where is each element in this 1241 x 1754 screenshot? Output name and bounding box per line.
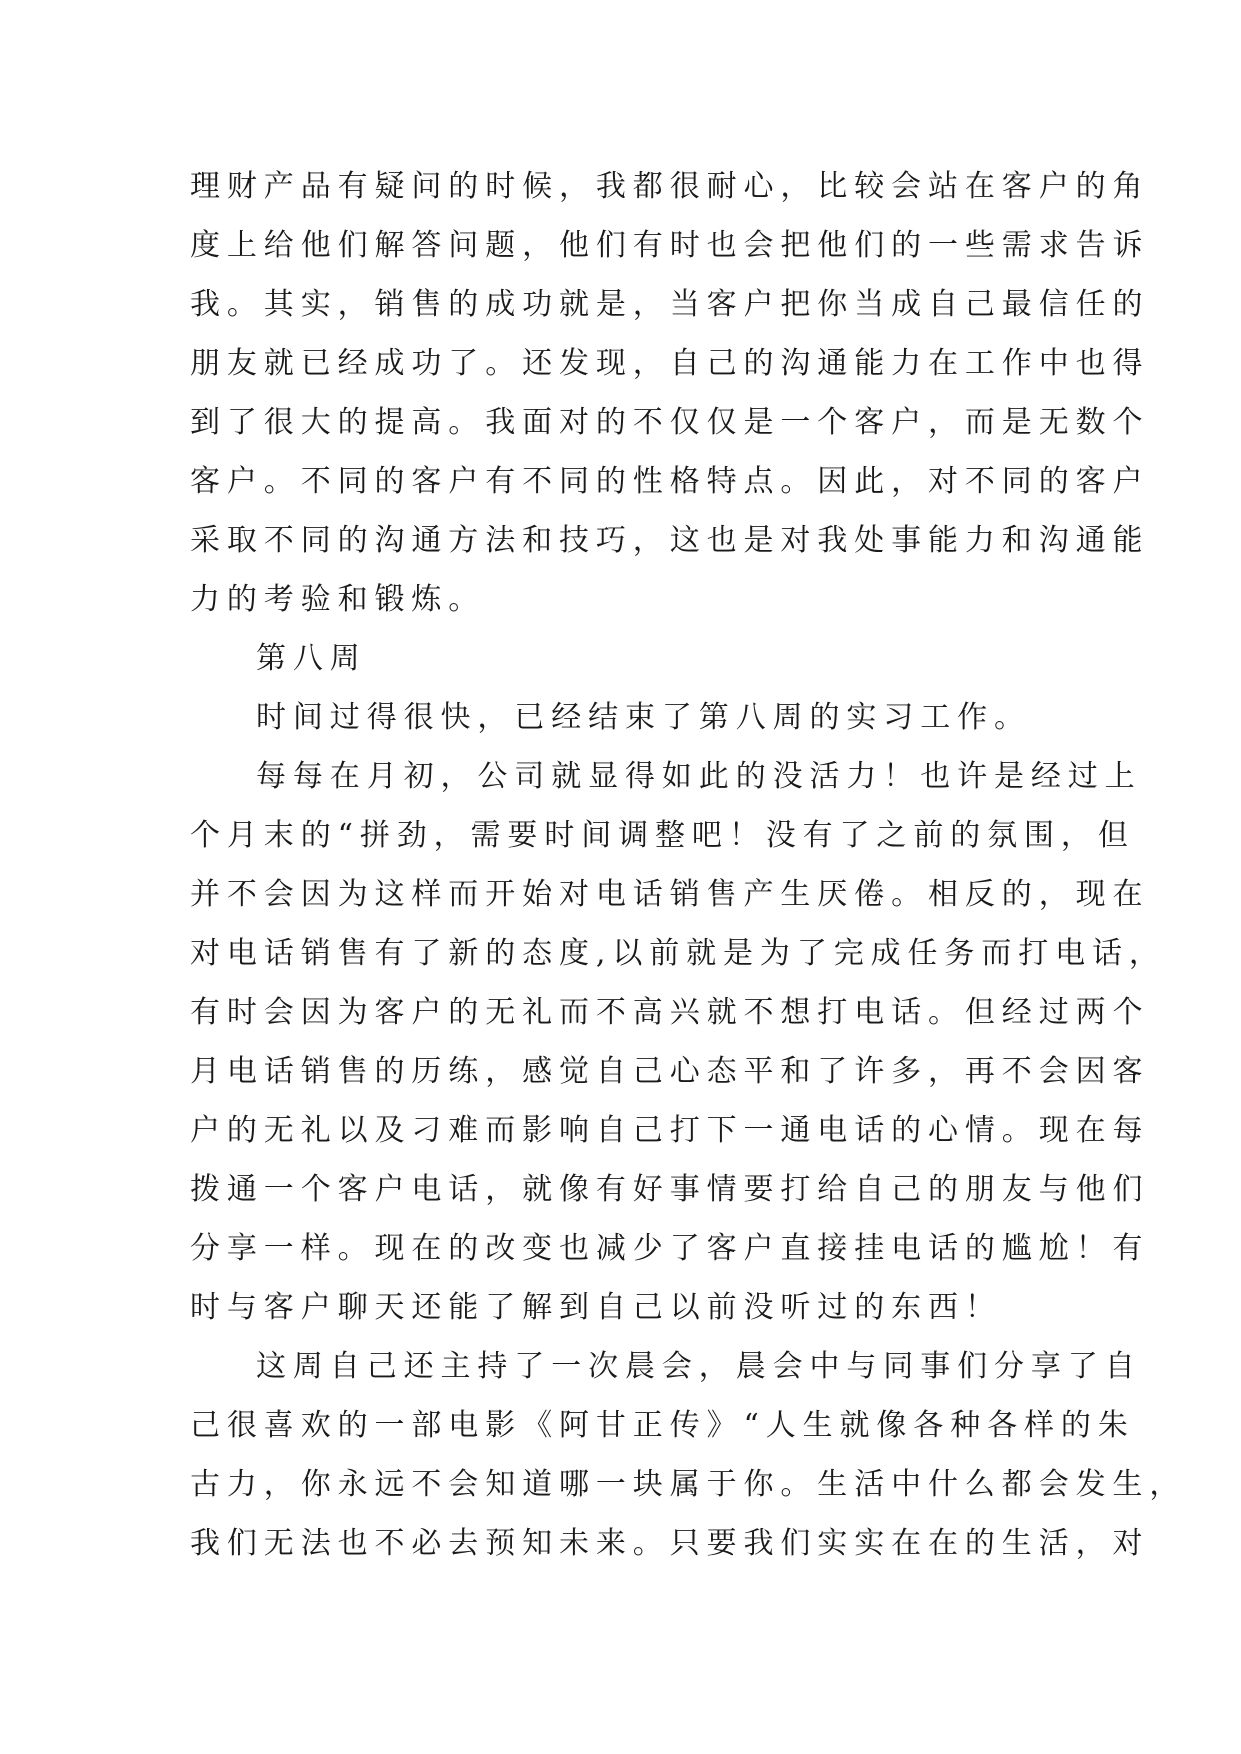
text-line: 理财产品有疑问的时候，我都很耐心，比较会站在客户的角 [190,169,1150,204]
text-line: 采取不同的沟通方法和技巧，这也是对我处事能力和沟通能 [190,523,1150,558]
text-line: 力的考验和锻炼。 [190,582,486,617]
text-line: 到了很大的提高。我面对的不仅仅是一个客户，而是无数个 [190,405,1150,440]
text-line: 这周自己还主持了一次晨会，晨会中与同事们分享了自 [256,1349,1142,1384]
text-line: 每每在月初，公司就显得如此的没活力！也许是经过上 [256,759,1142,794]
text-line: 时间过得很快，已经结束了第八周的实习工作。 [256,700,1031,735]
text-line: 对电话销售有了新的态度,以前就是为了完成任务而打电话， [190,936,1166,971]
text-line: 客户。不同的客户有不同的性格特点。因此，对不同的客户 [190,464,1150,499]
text-line: 我。其实，销售的成功就是，当客户把你当成自己最信任的 [190,287,1150,322]
text-line: 月电话销售的历练，感觉自己心态平和了许多，再不会因客 [190,1054,1150,1089]
text-line: 分享一样。现在的改变也减少了客户直接挂电话的尴尬！有 [190,1231,1150,1266]
document-page [190,157,1187,1573]
section-heading: 第八周 [256,641,367,676]
text-line: 个月末的“拼劲，需要时间调整吧！没有了之前的氛围，但 [190,818,1135,853]
text-line: 并不会因为这样而开始对电话销售产生厌倦。相反的，现在 [190,877,1150,912]
text-line: 户的无礼以及刁难而影响自己打下一通电话的心情。现在每 [190,1113,1150,1148]
text-line: 时与客户聊天还能了解到自己以前没听过的东西！ [190,1290,1002,1325]
text-line: 古力，你永远不会知道哪一块属于你。生活中什么都会发生， [190,1467,1187,1502]
text-line: 有时会因为客户的无礼而不高兴就不想打电话。但经过两个 [190,995,1150,1030]
text-line: 朋友就已经成功了。还发现，自己的沟通能力在工作中也得 [190,346,1150,381]
text-line: 我们无法也不必去预知未来。只要我们实实在在的生活，对 [190,1526,1150,1561]
text-line: 拨通一个客户电话，就像有好事情要打给自己的朋友与他们 [190,1172,1150,1207]
text-line: 己很喜欢的一部电影《阿甘正传》“人生就像各种各样的朱 [190,1408,1135,1443]
text-line: 度上给他们解答问题，他们有时也会把他们的一些需求告诉 [190,228,1150,263]
